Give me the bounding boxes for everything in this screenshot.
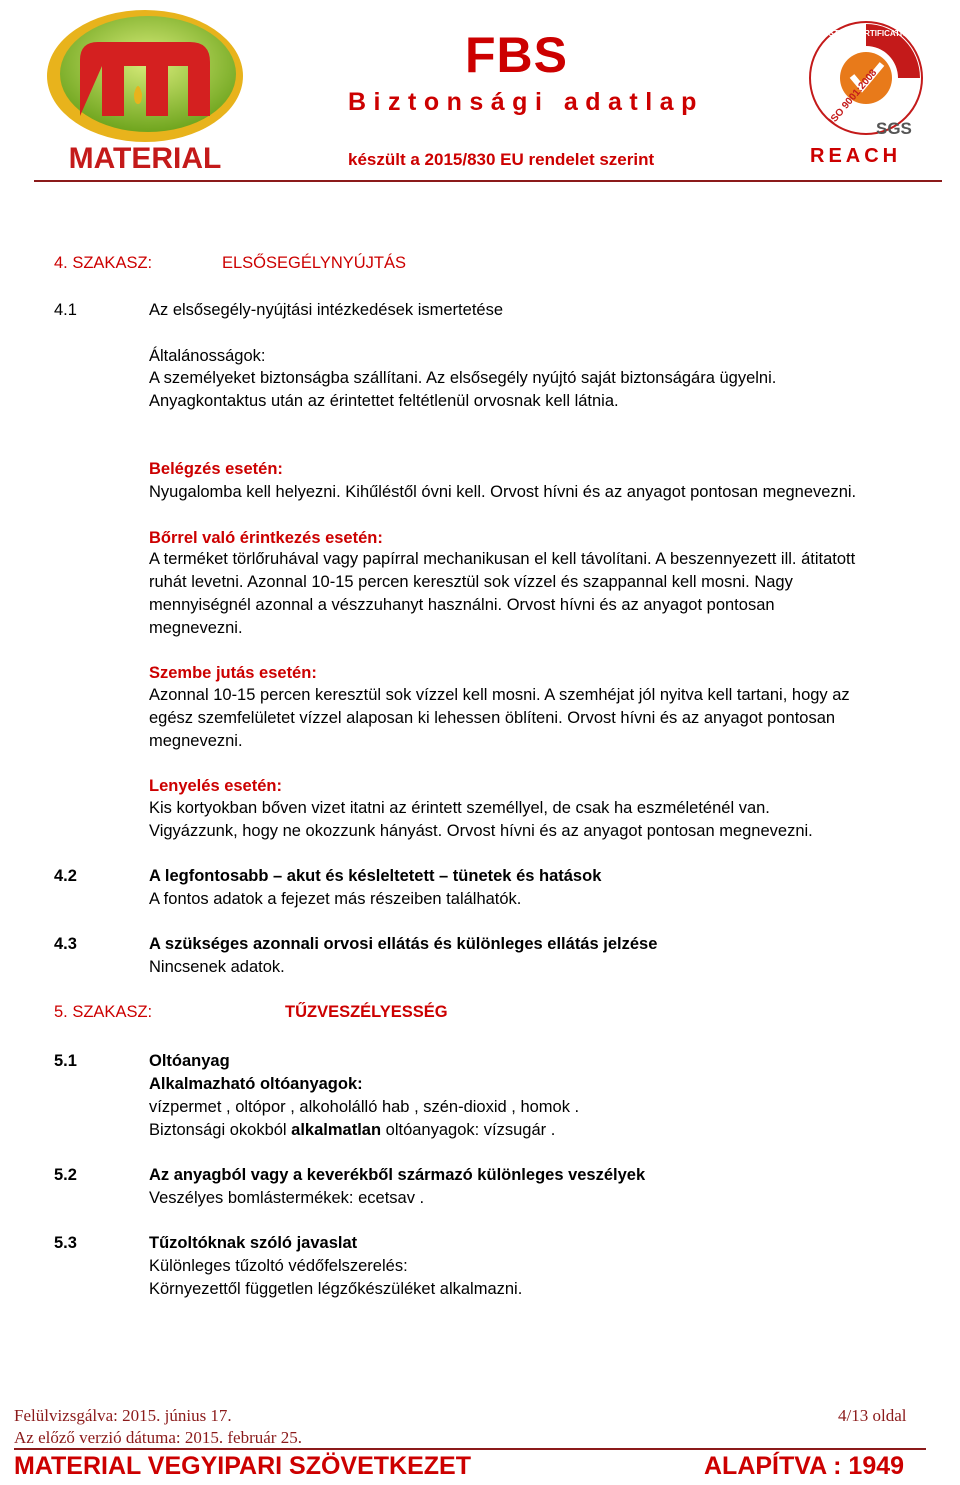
suitable-media-text: vízpermet , oltópor , alkoholálló hab , szén-dioxid , homok . — [149, 1098, 580, 1116]
inhalation-label: Belégzés esetén: — [149, 460, 283, 478]
page-number: 4/13 oldal — [838, 1406, 907, 1425]
eye-contact-line-2: egész szemfelületet vízzel alaposan ki lehessen öblíteni. Orvost hívni és az anyagot pontosan — [149, 709, 836, 727]
subsection-4-2-title: A legfontosabb – akut és késleltetett – tünetek és hatások — [149, 867, 602, 885]
general-text-line-2: Anyagkontaktus után az érintettet feltétlenül orvosnak kell látnia. — [149, 392, 619, 410]
subsection-5-1-title: Oltóanyag — [149, 1052, 230, 1070]
material-logo — [40, 8, 250, 180]
subsection-4-1-number: 4.1 — [54, 301, 77, 319]
regulation-note: készült a 2015/830 EU rendelet szerint — [348, 150, 655, 169]
section-4-number: 4. SZAKASZ: — [54, 254, 153, 272]
suitable-media-label: Alkalmazható oltóanyagok: — [149, 1075, 363, 1093]
subsection-4-1-title: Az elsősegély-nyújtási intézkedések ismertetése — [149, 301, 504, 319]
reach-label: REACH — [810, 145, 902, 167]
inhalation-text: Nyugalomba kell helyezni. Kihűléstől óvni kell. Orvost hívni és az anyagot pontosan megnevezni. — [149, 483, 857, 501]
header-divider — [34, 180, 942, 182]
subsection-5-3-line-2: Környezettől független légzőkészüléket alkalmazni. — [149, 1280, 523, 1298]
subsection-5-2-text: Veszélyes bomlástermékek: ecetsav . — [149, 1189, 425, 1207]
skin-contact-line-2: ruhát levetni. Azonnal 10-15 percen keresztül sok vízzel és szappannal kell mosni. Nagy — [149, 573, 793, 591]
document-code: FBS — [465, 27, 568, 83]
footer-divider — [14, 1448, 926, 1450]
general-label: Általánosságok: — [149, 347, 266, 365]
founded-year: ALAPÍTVA : 1949 — [704, 1452, 905, 1480]
section-5-number: 5. SZAKASZ: — [54, 1003, 153, 1021]
skin-contact-line-1: A terméket törlőruhával vagy papírral mechanikusan el kell távolítani. A beszennyezett ill. átitatott — [149, 550, 856, 568]
eye-contact-label: Szembe jutás esetén: — [149, 664, 317, 682]
subsection-4-3-text: Nincsenek adatok. — [149, 958, 285, 976]
skin-contact-label: Bőrrel való érintkezés esetén: — [149, 529, 383, 547]
subsection-4-3-number: 4.3 — [54, 935, 77, 953]
subsection-5-2-number: 5.2 — [54, 1166, 77, 1184]
subsection-5-3-title: Tűzoltóknak szóló javaslat — [149, 1234, 358, 1252]
section-4-title: ELSŐSEGÉLYNYÚJTÁS — [222, 254, 407, 272]
subsection-4-3-title: A szükséges azonnali orvosi ellátás és különleges ellátás jelzése — [149, 935, 658, 953]
svg-text:SYSTEM CERTIFICATION: SYSTEM CERTIFICATION — [817, 29, 915, 38]
document-subtitle: Biztonsági adatlap — [348, 88, 704, 116]
skin-contact-line-4: megnevezni. — [149, 619, 243, 637]
svg-text:SGS: SGS — [876, 119, 912, 138]
svg-text:MATERIAL: MATERIAL — [68, 142, 222, 175]
subsection-4-2-number: 4.2 — [54, 867, 77, 885]
subsection-4-2-text: A fontos adatok a fejezet más részeiben találhatók. — [149, 890, 522, 908]
general-text-line-1: A személyeket biztonságba szállítani. Az elsősegély nyújtó saját biztonságára ügyelni. — [149, 369, 777, 387]
skin-contact-line-3: mennyiségnél azonnal a vészzuhanyt használni. Orvost hívni és az anyagot pontosan — [149, 596, 775, 614]
svg-text:ISO 9001:2008: ISO 9001:2008 — [827, 67, 880, 127]
sgs-certification-seal — [806, 16, 928, 140]
subsection-5-2-title: Az anyagból vagy a keverékből származó különleges veszélyek — [149, 1166, 646, 1184]
eye-contact-line-1: Azonnal 10-15 percen keresztül sok vízzel kell mosni. A szemhéjat jól nyitva kell tartani, hogy az — [149, 686, 850, 704]
previous-version-date: Az előző verzió dátuma: 2015. február 25. — [14, 1428, 302, 1447]
company-name: MATERIAL VEGYIPARI SZÖVETKEZET — [14, 1452, 471, 1480]
eye-contact-line-3: megnevezni. — [149, 732, 243, 750]
subsection-5-3-number: 5.3 — [54, 1234, 77, 1252]
revision-date: Felülvizsgálva: 2015. június 17. — [14, 1406, 232, 1425]
unsuitable-media-text: Biztonsági okokból alkalmatlan oltóanyagok: vízsugár . — [149, 1121, 556, 1139]
ingestion-line-2: Vigyázzunk, hogy ne okozzunk hányást. Orvost hívni és az anyagot pontosan megnevezni. — [149, 822, 813, 840]
ingestion-line-1: Kis kortyokban bőven vizet itatni az érintett személlyel, de csak ha eszméleténél van. — [149, 799, 770, 817]
subsection-5-3-line-1: Különleges tűzoltó védőfelszerelés: — [149, 1257, 408, 1275]
section-5-title: TŰZVESZÉLYESSÉG — [285, 1003, 448, 1021]
subsection-5-1-number: 5.1 — [54, 1052, 77, 1070]
ingestion-label: Lenyelés esetén: — [149, 777, 282, 795]
